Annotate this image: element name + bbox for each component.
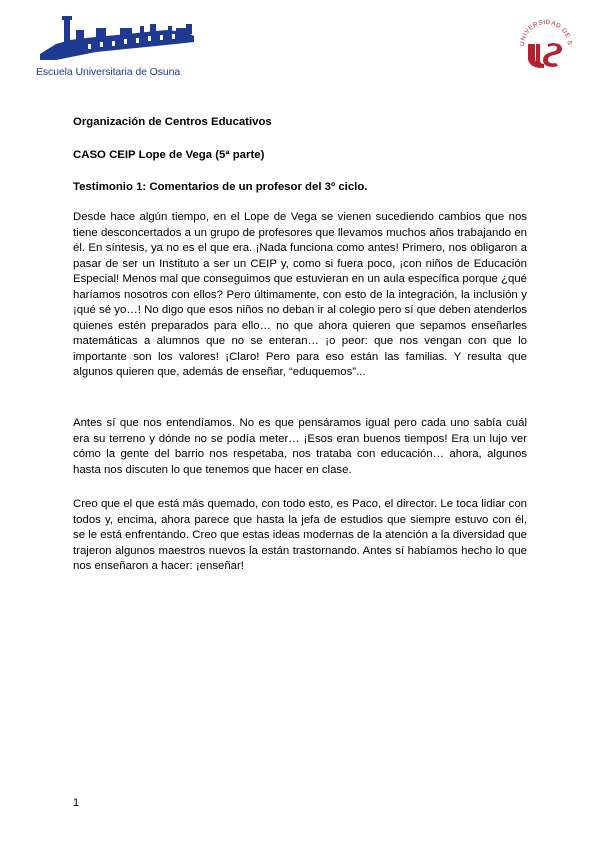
paragraph-2: Antes sí que nos entendíamos. No es que pensáramos igual pero cada uno sabía cuál era su terreno y dónde no se podía meter… ¡Esos eran buenos tiempos! Era un lujo ver cómo la gente del barrio nos respetaba, nos trataba con educación… ahora, algunos hasta nos discuten lo que tenemos que hacer en clase.: [73, 417, 527, 476]
page-number: 1: [73, 797, 80, 809]
testimony-title: Testimonio 1: Comentarios de un profesor del 3º ciclo.: [73, 181, 368, 193]
paragraph-3: Creo que el que está más quemado, con todo esto, es Paco, el director. Le toca lidiar con todos y, encima, ahora parece que hasta la jefa de estudios que siempre estuvo con él, se le está enfrentando. Creo que estas ideas modernas de la atención a la diversidad que trajeron algunos maestros nuevos la están trastornando. Antes sí habíamos hecho lo que nos enseñaron a hacer: ¡enseñar!: [73, 498, 527, 572]
paragraph-1: Desde hace algún tiempo, en el Lope de Vega se vienen sucediendo cambios que nos tiene desconcertados a un grupo de profesores que llevamos muchos años trabajando en él. En síntesis, ya no es el que era. ¡Nada funciona como antes! Primero, nos obligaron a pasar de ser un Instituto a ser un CEIP y, como si fuera poco, ¡con niños de Educación Especial! Menos mal que conseguimos que estuvieran en un aula específica porque ¿qué haríamos nosotros con ellos? Pero últimamente, con esto de la integración, la inclusión y ¡qué sé yo…! No digo que esos niños no deban ir al colegio pero sí que deben atenderlos quienes estén preparados para ello… no que ahora quieren que sepamos enseñarles matemáticas a alumnos que no se enteran… ¡o peor: que nos vengan con que lo importante son los valores! ¡Claro! Pero para eso están las familias. Y resulta que algunos quieren que, además de enseñar, “eduquemos”...: [73, 211, 528, 378]
school-name: Escuela Universitaria de Osuna: [36, 66, 181, 78]
course-title: Organización de Centros Educativos: [73, 116, 272, 128]
university-seal-icon: [514, 14, 578, 78]
school-logo: [36, 14, 201, 80]
university-logo: [514, 14, 578, 78]
case-title: CASO CEIP Lope de Vega (5ª parte): [73, 149, 265, 161]
castle-logo-icon: [36, 14, 201, 66]
svg-text:UNIVERSIDAD DE SEVILLA: UNIVERSIDAD DE S: [518, 18, 574, 47]
